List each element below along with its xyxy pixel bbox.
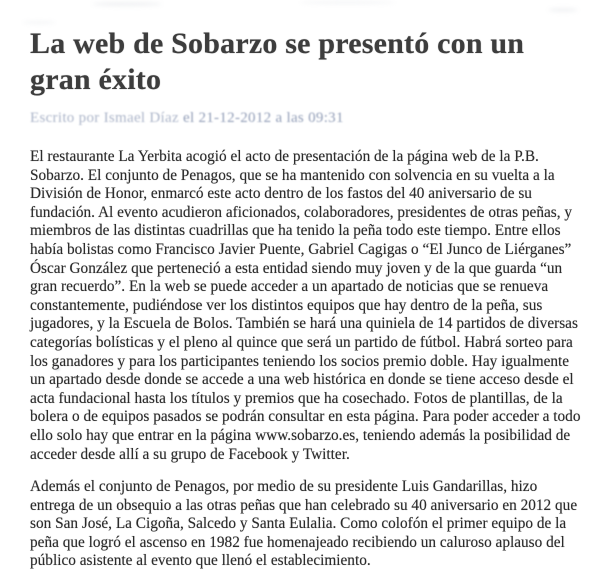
- article-body: [30, 148, 586, 571]
- article-paragraph-1: El restaurante La Yerbita acogió el acto de presentación de la página web de la P.B. Sobarzo. El conjunto de Penagos, que se ha mantenido con solvencia en su vuelta a la División de Honor, enmarcó este acto dentro de los fastos del 40 aniversario de su fundación. Al evento acudieron aficionados, colaboradores, presidentes de otras peñas, y miembros de las distintas cuadrillas que ha tenido la peña todo este tiempo. Entre ellos había bolistas como Francisco Javier Puente, Gabriel Cagigas o “El Junco de Liérganes” Óscar González que perteneció a esta entidad siendo muy joven y de la que guarda “un gran recuerdo”. En la web se puede acceder a un apartado de noticias que se renueva constantemente, pudiéndose ver los distintos equipos que hay dentro de la peña, sus jugadores, y la Escuela de Bolos. También se hará una quiniela de 14 partidos de diversas categorías bolísticas y el pleno al quince que será un partido de fútbol. Habrá sorteo para los ganadores y para los participantes teniendo los socios premio doble. Hay igualmente un apartado desde donde se accede a una web histórica en donde se tiene acceso desde el acta fundacional hasta los títulos y premios que ha cosechado. Fotos de plantillas, de la bolera o de equipos pasados se podrán consultar en esta página. Para poder acceder a todo ello solo hay que entrar en la página www.sobarzo.es, teniendo además la posibilidad de acceder desde allí a su grupo de Facebook y Twitter.: [30, 148, 581, 463]
- article-title: La web de Sobarzo se presentó con un gran éxito: [30, 27, 525, 96]
- byline-datetime: el 21-12-2012 a las 09:31: [182, 110, 344, 126]
- byline-author: Escrito por Ismael Díaz: [30, 110, 183, 126]
- article-paragraph-2: Además el conjunto de Penagos, por medio de su presidente Luis Gandarillas, hizo entrega de un obsequio a las otras peñas que han celebrado su 40 aniversario en 2012 que son San José, La Cigoña, Salcedo y Santa Eulalia. Como colofón el primer equipo de la peña que logró el ascenso en 1982 fue homenajeado recibiendo un caluroso aplauso del público asistente al evento que llenó el establecimiento.: [30, 478, 578, 570]
- article-container: [30, 0, 586, 571]
- article-byline: [30, 110, 586, 127]
